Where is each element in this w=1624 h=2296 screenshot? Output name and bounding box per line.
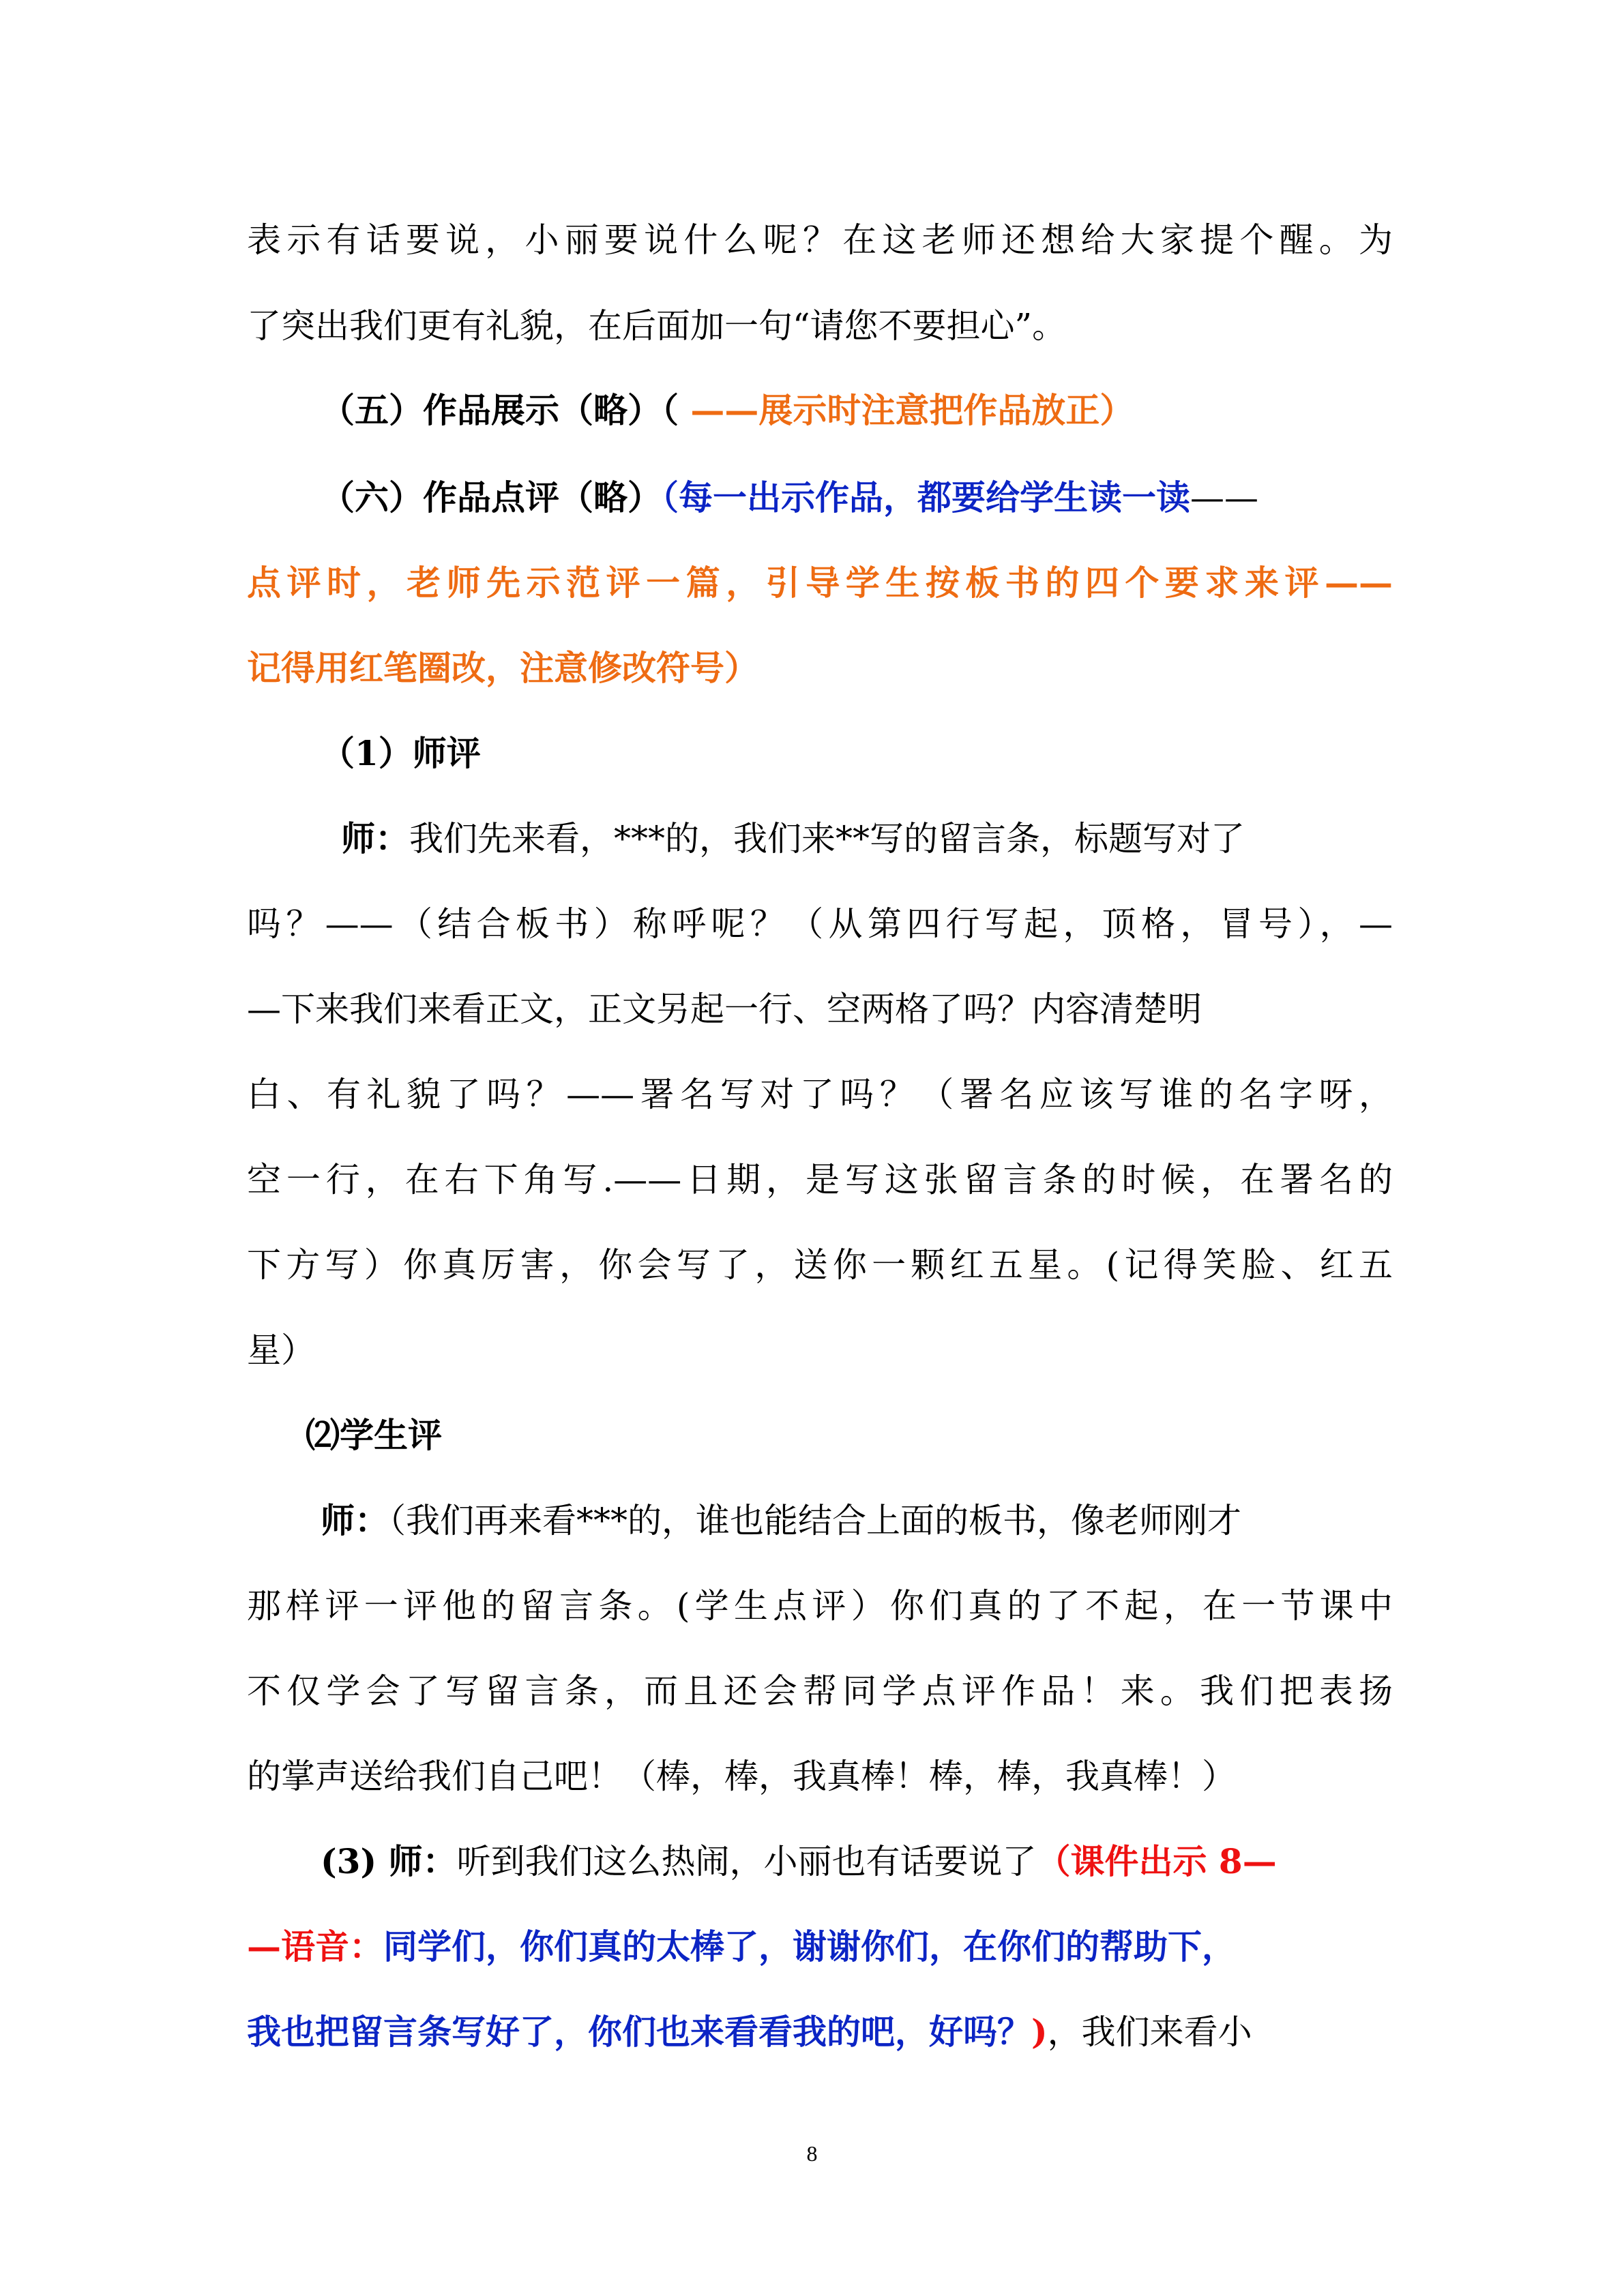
line-text: （我们再来看***的，谁也能结合上面的板书，像老师刚才 — [389, 1501, 1241, 1540]
speaker-label: 师： — [341, 818, 409, 859]
line-text: 点评时，老师先示范评一篇，引导学生按板书的四个要求来评—— — [247, 563, 1393, 603]
paren-close: ) — [1031, 2012, 1048, 2052]
line-text: 星） — [247, 1330, 315, 1370]
heading-text: （五）作品展示（略）（ — [321, 390, 679, 430]
courseware-note: （课件出示 8— — [1036, 1841, 1277, 1881]
audio-label: —语音： — [247, 1926, 383, 1967]
subheading-student-review — [306, 1395, 1451, 1476]
line-text: 我们先来看，***的，我们来**写的留言条，标题写对了 — [409, 819, 1245, 859]
paragraph-line — [247, 199, 1393, 281]
paragraph-line — [341, 798, 1371, 880]
speaker-label: (3) 师： — [321, 1841, 457, 1881]
line-text: 了突出我们更有礼貌，在后面加一句“请您不要担心”。 — [247, 306, 1067, 346]
line-text: 听到我们这么热闹，小丽也有话要说了 — [456, 1842, 1037, 1881]
paragraph-line — [247, 1735, 1393, 1817]
paragraph-line — [247, 285, 1393, 367]
section-heading-six — [321, 457, 1393, 539]
audio-text: 同学们，你们真的太棒了，谢谢你们，在你们的帮助下， — [383, 1926, 1236, 1967]
line-text: 不仅学会了写留言条，而且还会帮同学点评作品！来。我们把表扬 — [247, 1671, 1393, 1711]
paragraph-line — [247, 1309, 1393, 1391]
courseware-line — [247, 1991, 1393, 2073]
line-text: 白、有礼貌了吗？——署名写对了吗？（署名应该写谁的名字呀， — [247, 1075, 1393, 1114]
line-text: 空一行，在右下角写.——日期，是写这张留言条的时候，在署名的 — [247, 1160, 1393, 1199]
courseware-line — [247, 1906, 1393, 1988]
paragraph-line — [247, 968, 1393, 1050]
paragraph-line — [247, 1565, 1393, 1647]
paragraph-line — [321, 1480, 1393, 1562]
line-text: （1）师评 — [321, 733, 481, 773]
dash-text: —— — [1190, 478, 1258, 518]
note-line — [247, 542, 1393, 624]
line-text: ，我们来看小 — [1047, 2012, 1252, 2052]
line-text: 记得用红笔圈改，注意修改符号） — [247, 648, 758, 688]
paragraph-line — [247, 1224, 1393, 1306]
paragraph-line — [247, 883, 1393, 965]
line-text: ⑵学生评 — [306, 1415, 442, 1455]
audio-text: 我也把留言条写好了，你们也来看看我的吧，好吗？ — [247, 2012, 1031, 2052]
paragraph-line — [321, 1821, 1393, 1903]
page-number: 8 — [806, 2141, 818, 2166]
heading-note: ——展示时注意把作品放正） — [690, 390, 1134, 430]
heading-text: （六）作品点评（略） — [321, 477, 662, 518]
line-text: 表示有话要说，小丽要说什么呢？在这老师还想给大家提个醒。为 — [247, 220, 1393, 260]
line-text: 下方写）你真厉害，你会写了，送你一颗红五星。(记得笑脸、红五 — [247, 1245, 1393, 1285]
heading-note-blue: （每一出示作品，都要给学生读一读 — [662, 477, 1190, 518]
note-line — [247, 627, 1393, 709]
line-text: 的掌声送给我们自己吧！（棒，棒，我真棒！棒，棒，我真棒！） — [247, 1757, 1236, 1796]
paragraph-line — [247, 1054, 1393, 1135]
line-text: —下来我们来看正文，正文另起一行、空两格了吗？内容清楚明 — [247, 989, 1202, 1029]
line-text: 那样评一评他的留言条。(学生点评）你们真的了不起，在一节课中 — [247, 1586, 1393, 1626]
paragraph-line — [247, 1650, 1393, 1732]
line-text: 吗？——（结合板书）称呼呢？（从第四行写起，顶格，冒号），— — [247, 904, 1393, 944]
paragraph-line — [247, 1139, 1393, 1221]
speaker-label: 师： — [321, 1500, 389, 1540]
section-heading-five — [321, 370, 1466, 451]
subheading-teacher-review — [321, 713, 1466, 794]
